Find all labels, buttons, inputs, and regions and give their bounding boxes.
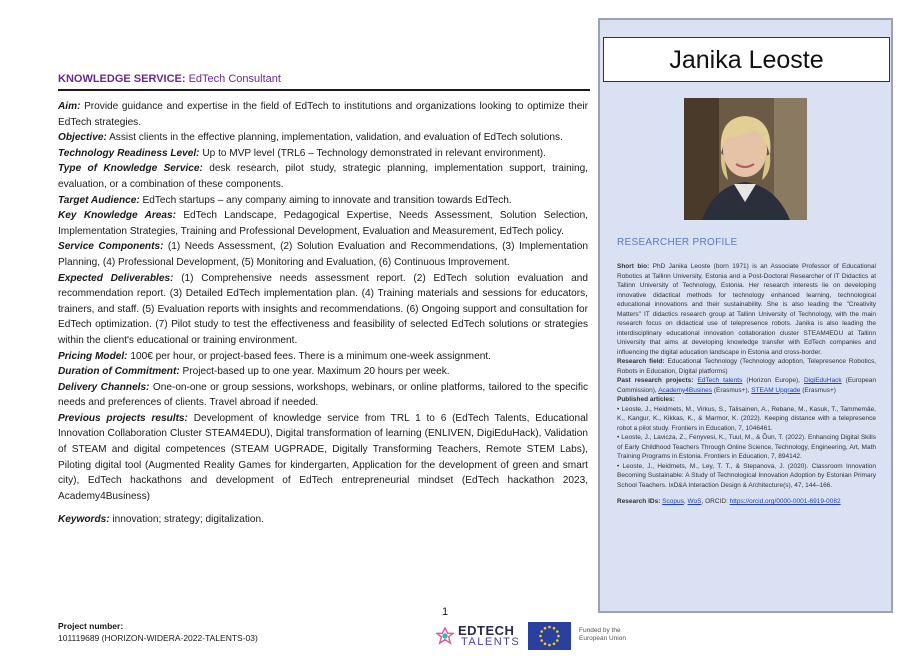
- profile-text: [617, 262, 876, 507]
- project-number-value: 101119689 (HORIZON-WIDERA-2022-TALENTS-03): [58, 632, 258, 643]
- researcher-profile-heading: RESEARCHER PROFILE: [617, 237, 738, 248]
- keywords-paragraph: Keywords: innovation; strategy; digitalization.: [58, 514, 264, 526]
- aim-paragraph: Aim: Provide guidance and expertise in the field of EdTech to institutions and organizations looking to optimize their EdTech strategies.: [58, 101, 588, 128]
- edtech-logo-text: EDTECH: [458, 623, 515, 638]
- areas-paragraph: Key Knowledge Areas: EdTech Landscape, Pedagogical Expertise, Needs Assessment, Solution Selection, Implementation Strategies, Training and Professional Development, Evaluation and Measurement, EdTech policy.: [58, 210, 588, 237]
- eu-funded-text: Funded by the European Union: [579, 627, 626, 642]
- orcid-link[interactable]: https://orcid.org/0000-0001-6919-0082: [729, 498, 841, 505]
- audience-paragraph: Target Audience: EdTech startups – any company aiming to innovate and transition towards EdTech.: [58, 194, 512, 206]
- article-item: • Leoste, J., Heidmets, M., Ley, T. T., & Stepanova, J. (2020). Classroom Innovation Becoming Sustainable: A Study of Technological Innovation Adoption by Estonian Primary School Teachers. IxD&A Interaction Design & Architecture(s), 47, 144–166.: [617, 462, 876, 489]
- spacer: [58, 504, 588, 512]
- project-link-digieduhack[interactable]: DigiEduHack: [804, 377, 842, 384]
- article-item: • Leoste, J., Lavicza, Z., Fenyvesi, K., Tuul, M., & Õun, T. (2022). Enhancing Digital Skills of Early Childhood Teachers Through Online Science, Technology, Engineering, Art, Math Training Programs in Estonia. Frontiers in Education, 7, 894142.: [617, 434, 876, 460]
- page-number: 1: [442, 606, 449, 618]
- service-description: [58, 99, 588, 528]
- project-link-steam-upgrade[interactable]: STEAM Upgrade: [751, 386, 801, 394]
- edtech-talents-logo-icon: [436, 627, 454, 645]
- scopus-link[interactable]: Scopus: [662, 498, 684, 505]
- deliverables-paragraph: Expected Deliverables: (1) Comprehensive needs assessment report. (2) EdTech solution evaluation and recommendation report. (3) Detailed EdTech implementation plan. (4) Training materials and sessions for educators, trainers, and staff. (5) Evaluation reports with insights and recommendations. (6) Ongoing support and consultation for EdTech optimization. (7) Pilot study to test the effectiveness and feasibility of selected EdTech solutions or strategies within the client's educational or training environment.: [58, 272, 588, 346]
- service-header-label: KNOWLEDGE SERVICE:: [58, 73, 186, 85]
- spacer: [617, 490, 876, 497]
- article-item: • Leoste, J., Heidmets, M., Virkus, S., Talisainen, A., Rebane, M., Kasuk, T., Tammemäe, K., Kangur, K., Kikkas, K., & Marmor, K. (2022). Keeping distance with a telepresence robot a pilot study. Frontiers in Education, 7, 1046461.: [617, 405, 876, 432]
- pricing-paragraph: Pricing Model: 100€ per hour, or project-based fees. There is a minimum one-week assignment.: [58, 350, 491, 362]
- channels-paragraph: Delivery Channels: One-on-one or group sessions, workshops, webinars, or online platforms, tailored to the specific needs and preferences of clients. Travel abroad if needed.: [58, 381, 588, 409]
- published-articles-label: Published articles:: [617, 396, 675, 403]
- type-paragraph: Type of Knowledge Service: desk research, pilot study, strategic planning, implementation support, training, evaluation, or a combination of these components.: [58, 163, 588, 190]
- past-projects: Past research projects: EdTech talents (Horizon Europe), DigiEduHack (European Commission), Academy4Busines (Erasmus+), STEAM Upgrade (Erasmus+): [617, 377, 877, 394]
- trl-paragraph: Technology Readiness Level: Up to MVP level (TRL6 – Technology demonstrated in relevant environment).: [58, 147, 546, 159]
- components-paragraph: Service Components: (1) Needs Assessment, (2) Solution Evaluation and Recommendations, (3) Implementation Planning, (4) Professional Development, (5) Monitoring and Evaluation, (6) Continuous Improvement.: [58, 241, 588, 268]
- researcher-name: Janika Leoste: [603, 37, 890, 82]
- project-link-academy4business[interactable]: Academy4Busines: [658, 386, 713, 394]
- objective-paragraph: Objective: Assist clients in the effective planning, implementation, validation, and evaluation of EdTech solutions.: [58, 132, 563, 144]
- header-rule: [58, 89, 590, 91]
- duration-paragraph: Duration of Commitment: Project-based up to one year. Maximum 20 hours per week.: [58, 366, 450, 378]
- research-ids: Research IDs: Scopus, WoS, ORCID: https://orcid.org/0000-0001-6919-0082: [617, 498, 841, 505]
- project-info: [58, 621, 258, 644]
- eu-flag-icon: [528, 622, 571, 650]
- research-field: Research field: Educational Technology (Technology adoption, Telepresence Robotics, Robots in Education, Digital platforms): [617, 358, 877, 375]
- researcher-photo: [684, 98, 807, 220]
- project-number-label: Project number:: [58, 621, 124, 631]
- service-header-value: EdTech Consultant: [188, 73, 281, 85]
- service-header: [58, 73, 590, 85]
- project-link-edtech-talents[interactable]: EdTech talents: [697, 377, 743, 384]
- previous-paragraph: Previous projects results: Development of knowledge service from TRL 1 to 6 (EdTech Talents, Educational Innovation Collaboration Cluster STEAM4EDU), Digital transformation of learning (ENLIVEN, DigiEduHack), Validation of STEAM and digital competences (STEAM UGPRADE, Digitally Transforming Teachers, Remote STEM Labs), Piloting digital tool (Augmented Reality Games for kindergarten, Application for the development of green and smart city), EdTech hackathons and development of EdTech entrepreneurial mindset (EdTech hackathon 2023, Academy4Business): [58, 412, 588, 502]
- short-bio: Short bio: PhD Janika Leoste (born 1971) is an Associate Professor of Educational Robotics at Tallinn University, Estonia and a Post-Doctoral Researcher of IT Didactics at Tallinn University of Technology, Estonia. Her research interests lie on developing innovative didactical methods for technology enhanced learning, technological educational innovations and their sustainability. She is also leading the "Creativity Matters" IT didactics research group at Tallinn University of Technology, with the main research focus on didactical use of telepresence robots. Janika is also leading the interdisciplinary educational innovation collaboration cluster STEAM4EDU at Tallinn University that aims at developing knowledge transfer with EdTech companies and influencing the digital education landscape in Estonia and cross-border.: [617, 263, 876, 356]
- talents-logo-text: TALENTS: [461, 636, 521, 648]
- wos-link[interactable]: WoS: [687, 498, 702, 505]
